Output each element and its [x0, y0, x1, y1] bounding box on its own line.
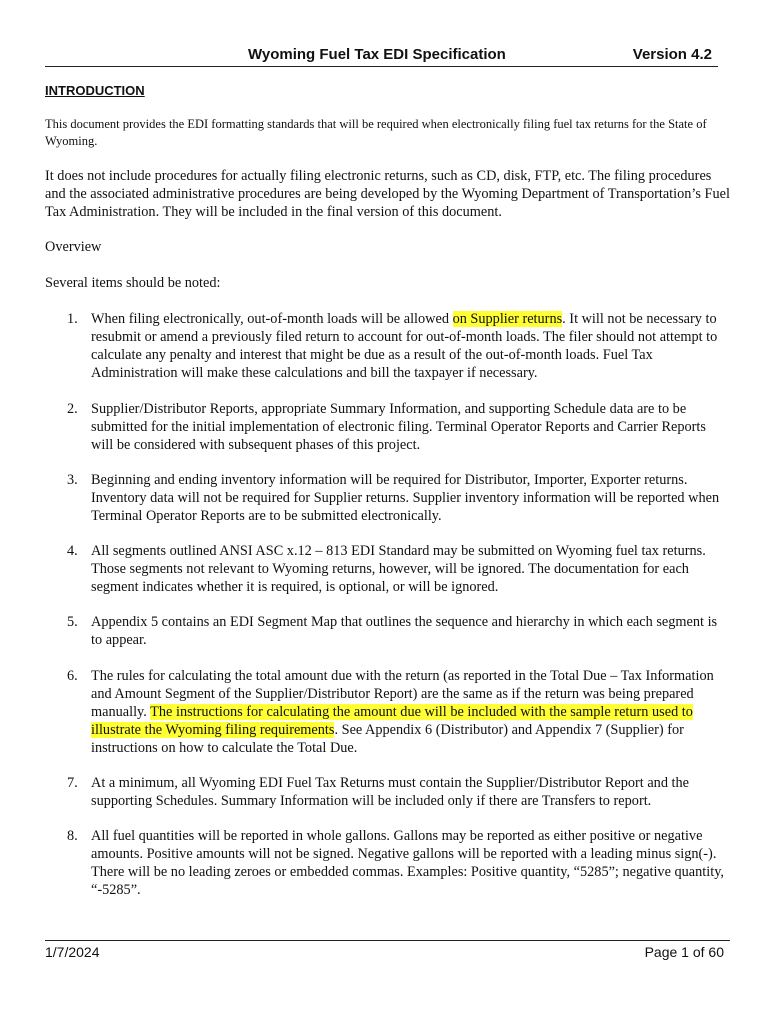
list-item-number: 1. — [67, 311, 78, 327]
list-item-number: 3. — [67, 472, 78, 488]
intro-paragraph-2: It does not include procedures for actually filing electronic returns, such as CD, disk, FTP, etc. The filing procedures and the associated administrative procedures are being developed by the Wyoming Department of Transportation’s Fuel Tax Administration. They will be included in the final version of this document. — [45, 168, 730, 220]
list-item-text: Appendix 5 contains an EDI Segment Map that outlines the sequence and hierarchy in which each segment is to appear. — [91, 614, 718, 648]
list-item-text: All fuel quantities will be reported in whole gallons. Gallons may be reported as either positive or negative amounts. Positive amounts will not be signed. Negative gallons will be reported with a leading minus sign(-). There will be no leading zeroes or embedded commas. Examples: Positive quantity, “5285”; negative quantity, “-5285”. — [91, 828, 724, 898]
list-item-number: 5. — [67, 614, 78, 630]
page-number: Page 1 of 60 — [644, 944, 724, 960]
list-item-text: Beginning and ending inventory information will be required for Distributor, Importer, Exporter returns. Inventory data will not be required for Supplier returns. Supplier inventory information will be reported when Terminal Operator Reports are to be submitted electronically. — [91, 472, 720, 524]
section-heading-introduction: INTRODUCTION — [45, 83, 145, 98]
list-item-number: 4. — [67, 543, 78, 559]
list-item-number: 6. — [67, 668, 78, 684]
list-item-text: Supplier/Distributor Reports, appropriate Summary Information, and supporting Schedule data are to be submitted for the initial implementation of electronic filing. Terminal Operator Reports and Carrier Reports will be considered with subsequent phases of this project. — [91, 401, 706, 453]
list-item-text: At a minimum, all Wyoming EDI Fuel Tax Returns must contain the Supplier/Distributor Report and the supporting Schedules. Summary Information will be included only if there are Transfers to report. — [91, 775, 690, 809]
highlighted-text: The instructions for calculating the amount due will be included with the sample return used to illustrate the Wyoming filing requirements — [91, 704, 693, 738]
footer-date: 1/7/2024 — [45, 944, 100, 960]
overview-heading: Overview — [45, 239, 102, 255]
header-version: Version 4.2 — [632, 46, 712, 63]
header-title: Wyoming Fuel Tax EDI Specification — [248, 46, 506, 63]
list-item-text: When filing electronically, out-of-month loads will be allowed on Supplier returns. It will not be necessary to resubmit or amend a previously filed return to account for out-of-month loads. The filer should not attempt to calculate any penalty and interest that might be due as a result of the out-of-month loads. Fuel Tax Administration will make these calculations and bill the taxpayer if necessary. — [91, 311, 718, 381]
highlighted-text: on Supplier returns — [452, 311, 563, 327]
list-item-number: 8. — [67, 828, 78, 844]
intro-paragraph-1: This document provides the EDI formatting standards that will be required when electronically filing fuel tax returns for the State of Wyoming. — [45, 117, 707, 148]
list-item-text: All segments outlined ANSI ASC x.12 – 813 EDI Standard may be submitted on Wyoming fuel tax returns. Those segments not relevant to Wyoming returns, however, will be ignored. The documentation for each segment indicates whether it is required, is optional, or will be ignored. — [91, 543, 706, 595]
page-footer — [45, 940, 730, 963]
notes-lead-in: Several items should be noted: — [45, 275, 221, 291]
list-item-number: 2. — [67, 401, 78, 417]
list-item-text: The rules for calculating the total amount due with the return (as reported in the Total Due – Tax Information and Amount Segment of the Supplier/Distributor Report) are the same as if the return was being prepared manually. The instructions for calculating the amount due will be included with the sample return used to illustrate the Wyoming filing requirements. See Appendix 6 (Distributor) and Appendix 7 (Supplier) for instructions on how to calculate the Total Due. — [91, 668, 714, 756]
page-header — [45, 46, 718, 67]
list-item-number: 7. — [67, 775, 78, 791]
